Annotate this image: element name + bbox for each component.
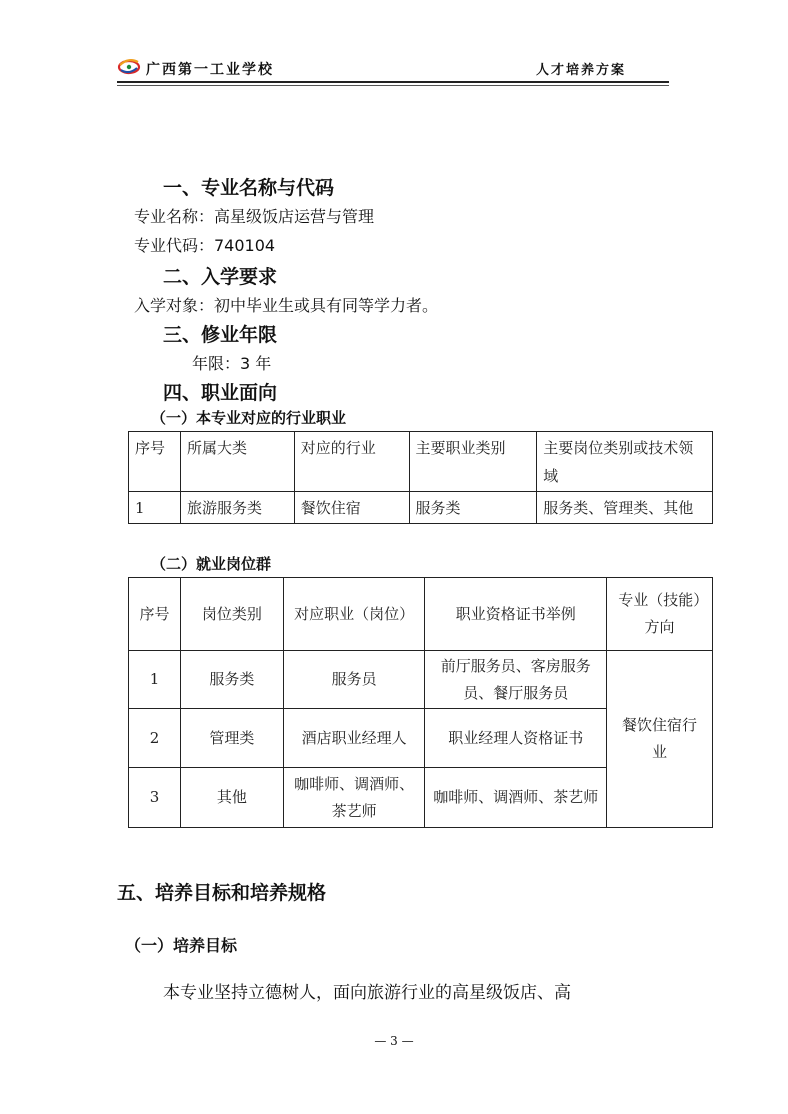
table-header-cell: 主要职业类别: [409, 432, 537, 492]
job-group-table: [128, 577, 713, 828]
section-title-admission: 二、入学要求: [163, 266, 278, 288]
table-row: [129, 651, 713, 709]
table-header-cell: 主要岗位类别或技术领域: [537, 432, 713, 492]
direction-cell: 餐饮住宿行业: [607, 651, 713, 828]
table-cell: 服务类、管理类、其他: [537, 492, 713, 524]
section-title-goals: 五、培养目标和培养规格: [117, 882, 327, 904]
table-header-cell: 序号: [129, 432, 181, 492]
table-cell: 1: [129, 492, 181, 524]
table-cell: 咖啡师、调酒师、茶艺师: [283, 768, 425, 828]
subsection-industry: （一）本专业对应的行业职业: [151, 409, 347, 427]
school-name: 广西第一工业学校: [146, 62, 274, 78]
table-header-cell: 职业资格证书举例: [425, 578, 607, 651]
header-rule-thin: [117, 85, 669, 86]
table-cell: 服务员: [283, 651, 425, 709]
table-cell: 服务类: [409, 492, 537, 524]
table-cell: 前厅服务员、客房服务员、餐厅服务员: [425, 651, 607, 709]
table-cell: 咖啡师、调酒师、茶艺师: [425, 768, 607, 828]
table-header-cell: 所属大类: [180, 432, 294, 492]
major-name-line: 专业名称：高星级饭店运营与管理: [134, 207, 375, 226]
table-cell: 其他: [180, 768, 283, 828]
table-cell: 职业经理人资格证书: [425, 709, 607, 768]
table-cell: 酒店职业经理人: [283, 709, 425, 768]
table-header-cell: 专业（技能）方向: [607, 578, 713, 651]
document-type: 人才培养方案: [536, 63, 627, 78]
table-cell: 旅游服务类: [180, 492, 294, 524]
table-cell: 1: [129, 651, 181, 709]
training-goal-paragraph: 本专业坚持立德树人，面向旅游行业的高星级饭店、高: [163, 983, 571, 1003]
table-cell: 服务类: [180, 651, 283, 709]
subsection-training-goal: （一）培养目标: [125, 936, 238, 955]
table-header-row: [129, 432, 713, 492]
duration-line: 年限：3 年: [192, 354, 272, 373]
section-title-duration: 三、修业年限: [163, 324, 278, 346]
section-title-major: 一、专业名称与代码: [163, 177, 335, 199]
table-cell: 2: [129, 709, 181, 768]
major-code-line: 专业代码：740104: [134, 236, 276, 255]
table-header-cell: 对应职业（岗位）: [283, 578, 425, 651]
table-cell: 管理类: [180, 709, 283, 768]
school-logo-icon: [117, 56, 141, 76]
section-title-career: 四、职业面向: [163, 382, 278, 404]
table-header-row: [129, 578, 713, 651]
table-cell: 3: [129, 768, 181, 828]
table-header-cell: 序号: [129, 578, 181, 651]
table-row: [129, 492, 713, 524]
header-rule: [117, 81, 669, 83]
subsection-job-group: （二）就业岗位群: [151, 555, 272, 573]
table-header-cell: 对应的行业: [294, 432, 409, 492]
page-number: — 3 —: [374, 1034, 414, 1048]
admission-line: 入学对象：初中毕业生或具有同等学力者。: [134, 296, 439, 315]
industry-table: [128, 431, 713, 524]
table-cell: 餐饮住宿: [294, 492, 409, 524]
table-header-cell: 岗位类别: [180, 578, 283, 651]
